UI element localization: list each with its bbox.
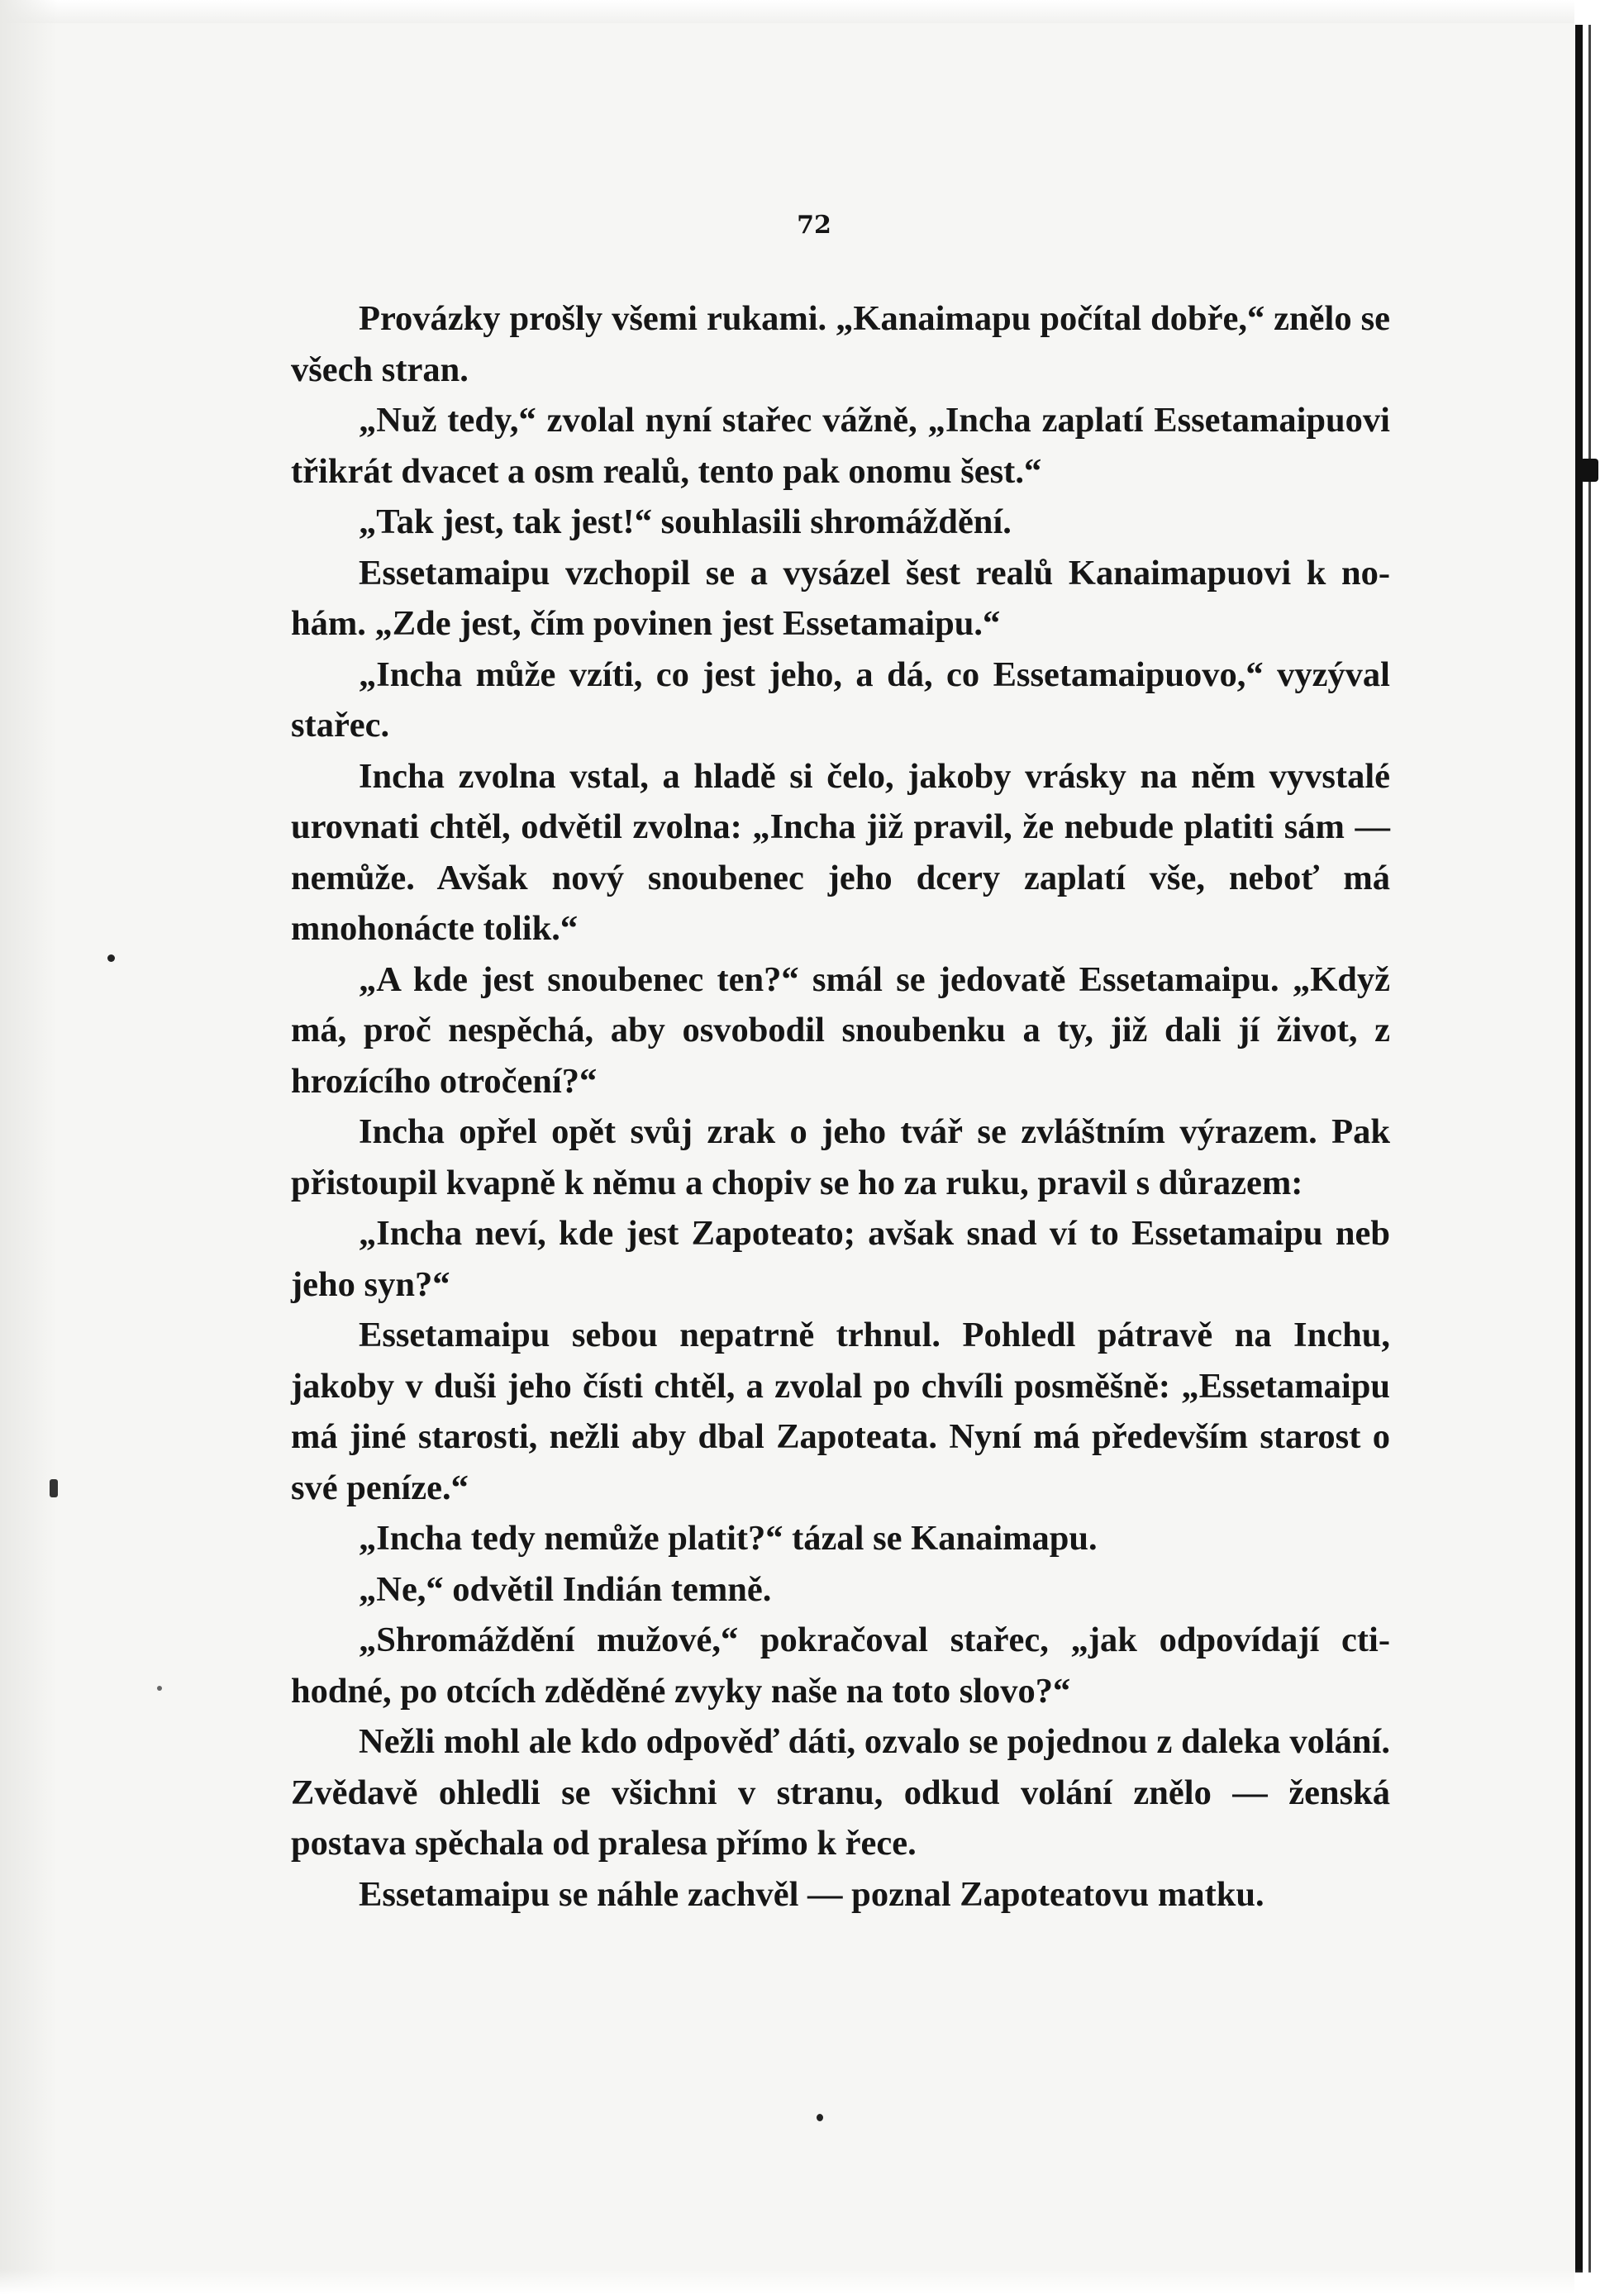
paragraph: Essetamaipu sebou nepatrně trhnul. Pohledl pátravě na Inchu, jakoby v duši jeho čísti chtěl, a zvolal po chvíli posměšně: „Essetamaipu má jiné starosti, nežli aby dbal Zapoteata. Nyní má především starost o své peníze.“ — [291, 1316, 1390, 1507]
paragraph: „Incha neví, kde jest Zapoteato; avšak snad ví to Essetamaipu neb jeho syn?“ — [291, 1214, 1390, 1304]
scan-speck — [1580, 459, 1598, 482]
paragraph: Essetamaipu vzchopil se a vysázel šest realů Kanaimapuovi k nohám. „Zde jest, čím povinen jest Essetamaipu.“ — [291, 553, 1390, 643]
scan-speck — [50, 1479, 58, 1497]
page-number: 72 — [797, 211, 831, 240]
paragraph: Incha zvolna vstal, a hladě si čelo, jakoby vrásky na něm vyvstalé urovnati chtěl, odvětil zvolna: „Incha již pravil, že nebude platiti sám — nemůže. Avšak nový snoubenec jeho dcery zaplatí vše, neboť má mnohonácte tolik.“ — [291, 756, 1390, 948]
paragraph: Nežli mohl ale kdo odpověď dáti, ozvalo se pojednou z daleka volání. Zvědavě ohledli se všichni v stranu, odkud volání znělo — ženská postava spěchala od pralesa přímo k řece. — [291, 1722, 1390, 1863]
paragraph: Incha opřel opět svůj zrak o jeho tvář se zvláštním výrazem. Pak přistoupil kvapně k němu a chopiv se ho za ruku, pravil s důrazem: — [291, 1112, 1390, 1202]
body-text — [291, 293, 1390, 1920]
paragraph: „Incha tedy nemůže platit?“ tázal se Kanaimapu. — [359, 1519, 1098, 1558]
scan-speck — [817, 2114, 823, 2121]
paragraph: „Incha může vzíti, co jest jeho, a dá, co Essetamaipuovo,“ vyzýval stařec. — [291, 654, 1390, 745]
scan-right-border — [1575, 25, 1583, 2273]
scan-right-border-thin — [1588, 25, 1591, 2273]
scan-speck — [107, 954, 115, 962]
paragraph: „Shromáždění mužové,“ pokračoval stařec, „jak odpovídají ctihodné, po otcích zděděné zvyky naše na toto slovo?“ — [291, 1621, 1390, 1711]
scan-speck — [157, 1686, 162, 1691]
paragraph: Provázky prošly všemi rukami. „Kanaimapu počítal dobře,“ znělo se všech stran. — [291, 299, 1390, 389]
paragraph: „Nuž tedy,“ zvolal nyní stařec vážně, „Incha zaplatí Essetamaipuovi třikrát dvacet a osm realů, tento pak onomu šest.“ — [291, 401, 1390, 491]
paragraph: „Tak jest, tak jest!“ souhlasili shromáždění. — [359, 502, 1012, 541]
paragraph: Essetamaipu se náhle zachvěl — poznal Zapoteatovu matku. — [359, 1874, 1264, 1914]
paragraph: „A kde jest snoubenec ten?“ smál se jedovatě Essetamaipu. „Když má, proč nespěchá, aby osvobodil snoubenku a ty, již dali jí život, z hrozícího otročení?“ — [291, 959, 1390, 1101]
paragraph: „Ne,“ odvětil Indián temně. — [359, 1569, 772, 1609]
scan-bottom-edge — [0, 2269, 1624, 2294]
scan-left-shadow — [0, 0, 58, 2294]
scan-top-edge — [0, 0, 1624, 23]
